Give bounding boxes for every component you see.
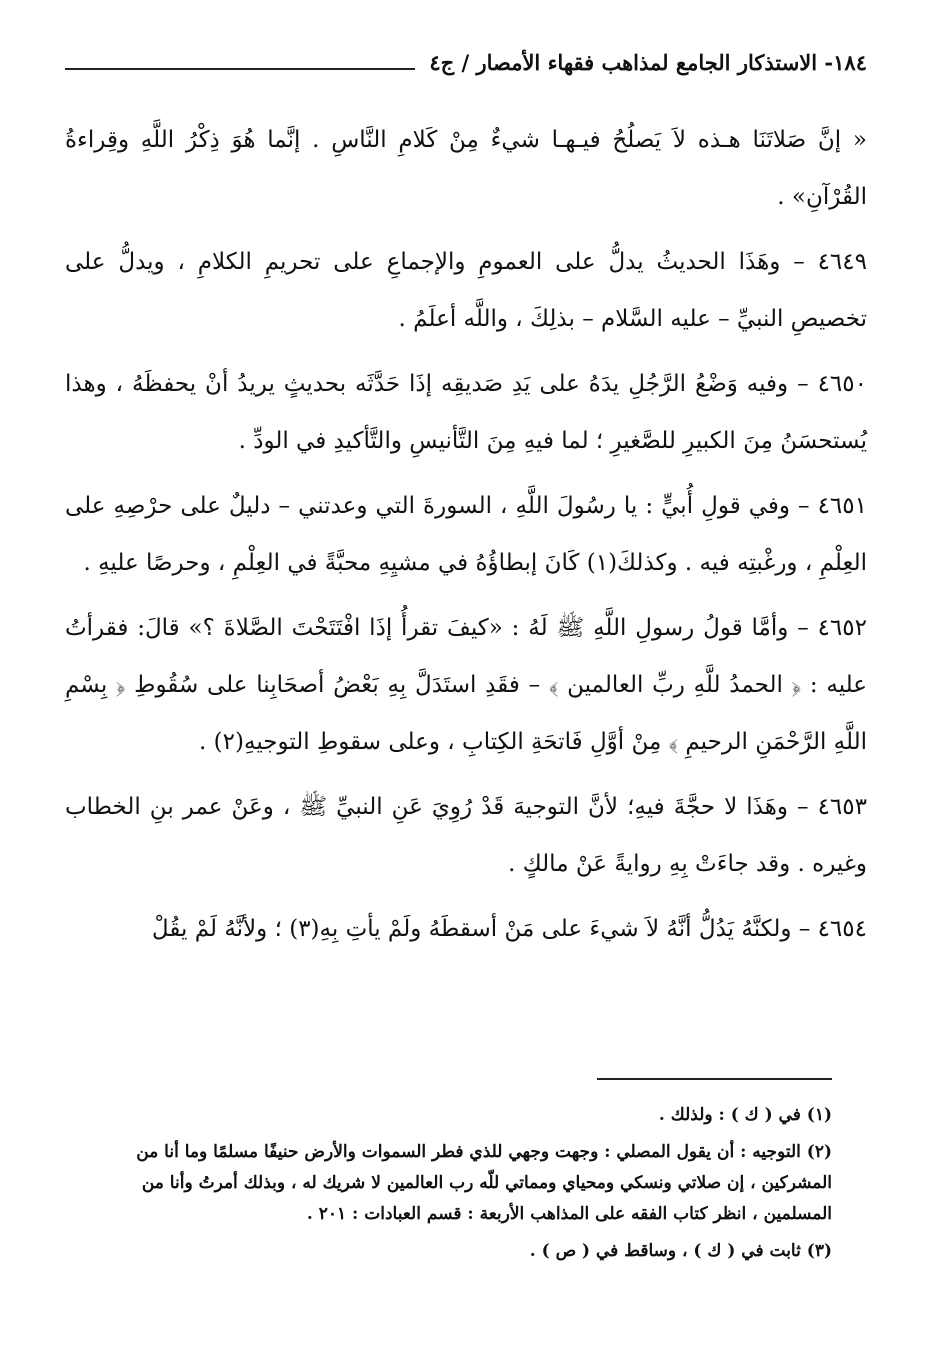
footnotes — [85, 1100, 832, 1273]
header-rule — [65, 68, 415, 70]
paragraph-4650: ٤٦٥٠ – وفيه وَضْعُ الرَّجُلِ يدَهُ على يَدِ صَديقِه إذَا حَدَّثَه بحديثٍ يريدُ أنْ يحفظَهُ ، وهذا يُستحسَنُ مِنَ الكبيرِ للصَّغيرِ ؛ لما فيهِ مِنَ التَّأنيسِ والتَّأكيدِ في الودِّ . — [65, 371, 867, 454]
footnote-separator — [597, 1078, 832, 1080]
footnote-1: (١) في ( ك ) : ولذلك . — [658, 1105, 832, 1125]
running-header-title: ١٨٤- الاستذكار الجامع لمذاهب فقهاء الأمصار / ج٤ — [429, 50, 867, 75]
paragraph-4653: ٤٦٥٣ – وهَذَا لا حجَّةَ فيهِ؛ لأنَّ التوجيهَ قَدْ رُوِيَ عَنِ النبيِّ ﷺ ، وعَنْ عمر بنِ الخطاب وغيره . وقد جاءَتْ بِهِ روايةً عَنْ مالكٍ . — [65, 794, 867, 877]
paragraph-4649: ٤٦٤٩ – وهَذَا الحديثُ يدلُّ على العمومِ والإجماعِ على تحريمِ الكلامِ ، ويدلُّ على تخصيصِ النبيِّ – عليه السَّلام – بذلِكَ ، واللَّه أعلَمُ . — [65, 249, 867, 332]
footnote-2: (٢) التوجيه : أن يقول المصلي : وجهت وجهي للذي فطر السموات والأرض حنيفًا مسلمًا وما أنا من المشركين ، إن صلاتي ونسكي ومحياي ومماتي للّه رب العالمين لا شريك له ، وبذلك أمرتُ وأنا من المسلمين ، انظر كتاب الفقه على المذاهب الأربعة : قسم العبادات : ٢٠١ . — [136, 1142, 832, 1224]
main-text — [65, 112, 867, 966]
paragraph-4654: ٤٦٥٤ – ولكنَّهُ يَدُلُّ أنَّهُ لاَ شيءَ على مَنْ أسقطَهُ ولَمْ يأتِ بِهِ(٣) ؛ ولأنَّهُ لَمْ يقُلْ — [151, 916, 867, 942]
paragraph-4652: ٤٦٥٢ – وأمَّا قولُ رسولِ اللَّهِ ﷺ لَهُ : «كيفَ تقرأُ إذَا افْتَتَحْتَ الصَّلاةَ ؟» قالَ: فقرأتُ عليه : ﴿ الحمدُ للَّهِ ربِّ العالمين ﴾ – فقَدِ استَدَلَّ بِهِ بَعْضُ أصحَابِنا على سُقُوطِ ﴿ بِسْمِ اللَّهِ الرَّحْمَنِ الرحيمِ ﴾ مِنْ أوَّلِ فَاتحَةِ الكِتابِ ، وعلى سقوطِ التوجيهِ(٢) . — [65, 615, 867, 755]
paragraph-4651: ٤٦٥١ – وفي قولِ أُبيٍّ : يا رسُولَ اللَّهِ ، السورةَ التي وعدتني – دليلٌ على حرْصِهِ على العِلْمِ ، ورغْبتِه فيه . وكذلكَ(١) كَانَ إبطاؤُهُ في مشيِهِ محبَّةً في العِلْمِ ، وحرصًا عليهِ . — [65, 493, 867, 576]
footnote-3: (٣) ثابت في ( ك ) ، وساقط في ( ص ) . — [529, 1241, 832, 1261]
page-header — [65, 50, 867, 90]
paragraph-hadith-quote: « إنَّ صَلاتَنَا هـذه لاَ يَصلُحُ فيـهـا شيءٌ مِنْ كَلامِ النَّاسِ . إنَّما هُوَ ذِكْرُ اللَّهِ وقِراءةُ القُرْآنِ» . — [65, 127, 867, 210]
